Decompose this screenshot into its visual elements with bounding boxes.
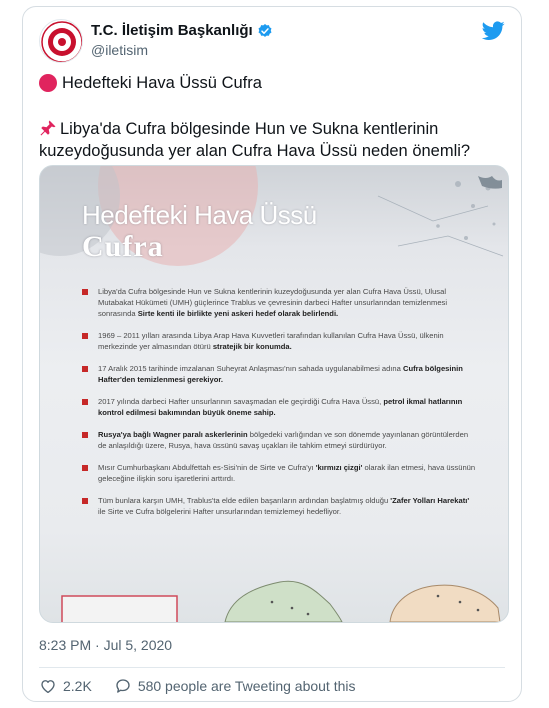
bullet-text-normal: 1969 – 2011 yılları arasında Libya Arap Hava Kuvvetleri tarafından kullanılan Cufra Hava Üssü, ülkenin merkezinde yer almasından ötürü <box>98 331 444 351</box>
user-handle[interactable]: @iletisim <box>91 42 148 58</box>
bullet-text <box>98 286 477 319</box>
bullet-text-tail: ile Sirte ve Cufra bölgelerini Hafter unsurlarından temizlemeyi hedefliyor. <box>98 507 342 516</box>
tweet-header <box>39 19 505 69</box>
bullet-text-normal: 17 Aralık 2015 tarihinde imzalanan Suheyrat Anlaşması'nın sahada uygulanabilmesi adına <box>98 364 403 373</box>
infographic-map <box>40 560 509 622</box>
infographic-bullet <box>82 429 477 451</box>
bullet-square-icon <box>82 498 88 504</box>
infographic-subtitle: Cufra <box>82 230 164 263</box>
avatar[interactable] <box>39 19 83 63</box>
bullet-text-normal: Tüm bunlara karşın UMH, Trablus'ta elde edilen başarıların ardından başlatmış olduğu <box>98 496 391 505</box>
bullet-square-icon <box>82 465 88 471</box>
infographic-bullet <box>82 462 477 484</box>
speech-bubble-icon <box>114 677 132 695</box>
pushpin-icon <box>39 119 57 137</box>
infographic-bullet <box>82 363 477 385</box>
tweet-card <box>22 6 522 702</box>
tweet-timestamp[interactable]: 8:23 PM · Jul 5, 2020 <box>39 637 173 653</box>
bullet-text-tail: bölgedeki varlığından ve son dönemde yayınlanan görüntülerden de anlaşıldığı üzere, Rusya, hava üssünü savaş uçakları ile tahkim etmeyi sürdürüyor. <box>98 430 469 450</box>
bullet-text <box>98 495 477 517</box>
bullet-text-normal: Libya'da Cufra bölgesinde Hun ve Sukna kentlerinin kuzeydoğusunda yer alan Cufra Hava Üssü, Ulusal Mutabakat Hükümeti (UMH) güçlerince Trablus ve çevresinin darbeci Hafter unsurlarından temizlenmesi sonrasında <box>98 287 448 318</box>
bullet-square-icon <box>82 399 88 405</box>
bullet-square-icon <box>82 432 88 438</box>
tweeting-about-text: 580 people are Tweeting about this <box>137 678 356 694</box>
bullet-square-icon <box>82 366 88 372</box>
bullet-text-bold: 'Zafer Yolları Harekatı' <box>390 496 470 505</box>
like-count: 2.2K <box>63 678 92 694</box>
bullet-square-icon <box>82 333 88 339</box>
display-name-row[interactable] <box>91 22 273 39</box>
like-button[interactable] <box>39 677 92 695</box>
tweet-image[interactable] <box>39 165 509 623</box>
bullet-text-normal: 2017 yılında darbeci Hafter unsurlarının savaşmadan ele geçirdiği Cufra Hava Üssü, <box>98 397 384 406</box>
bullet-text-bold: Cufra bölgesinin Hafter'den temizlenmesi gerekiyor. <box>98 364 463 384</box>
bullet-text-normal: Mısır Cumhurbaşkanı Abdulfettah es-Sisi'nin de Sirte ve Cufra'yı <box>98 463 316 472</box>
tweet-headline: Hedefteki Hava Üssü Cufra <box>62 74 262 92</box>
bullet-text-tail: olarak ilan etmesi, hava üssünün geleceğine ilişkin soru işaretlerini arttırdı. <box>98 463 476 483</box>
divider <box>39 667 505 668</box>
verified-badge-icon <box>257 23 273 39</box>
decor-map-texture <box>338 166 508 276</box>
bullet-text <box>98 429 477 451</box>
infographic-title: Hedefteki Hava Üssü <box>82 200 317 230</box>
bullet-text <box>98 330 477 352</box>
red-circle-icon <box>39 74 57 92</box>
tweet-actions <box>39 677 378 695</box>
bullet-text-bold: Sirte kenti ile birlikte yeni askeri hedef olarak belirlendi. <box>137 309 339 318</box>
display-name[interactable]: T.C. İletişim Başkanlığı <box>91 22 253 39</box>
tweeting-about-link[interactable] <box>114 677 356 695</box>
bullet-text <box>98 363 477 385</box>
tweet-question: Libya'da Cufra bölgesinde Hun ve Sukna kentlerinin kuzeydoğusunda yer alan Cufra Hava Üssü neden önemli? <box>39 120 471 160</box>
bullet-text-bold: stratejik bir konumda. <box>212 342 292 351</box>
infographic-bullet <box>82 495 477 517</box>
bullet-text-bold: petrol ikmal hatlarının kontrol edilmesi bakımından büyük öneme sahip. <box>98 397 463 417</box>
bullet-square-icon <box>82 289 88 295</box>
bullet-text <box>98 462 477 484</box>
infographic-bullet <box>82 396 477 418</box>
bullet-text-bold: Rusya'ya bağlı Wagner paralı askerlerinin <box>98 430 248 439</box>
tweet-body <box>39 72 509 162</box>
bullet-text <box>98 396 477 418</box>
infographic-bullet <box>82 330 477 352</box>
twitter-logo-icon[interactable] <box>481 19 505 43</box>
heart-icon <box>39 677 57 695</box>
seal-logo-icon <box>40 20 83 63</box>
bullet-text-bold: 'kırmızı çizgi' <box>315 463 363 472</box>
infographic-bullet <box>82 286 477 319</box>
infographic-bullets <box>82 286 477 528</box>
